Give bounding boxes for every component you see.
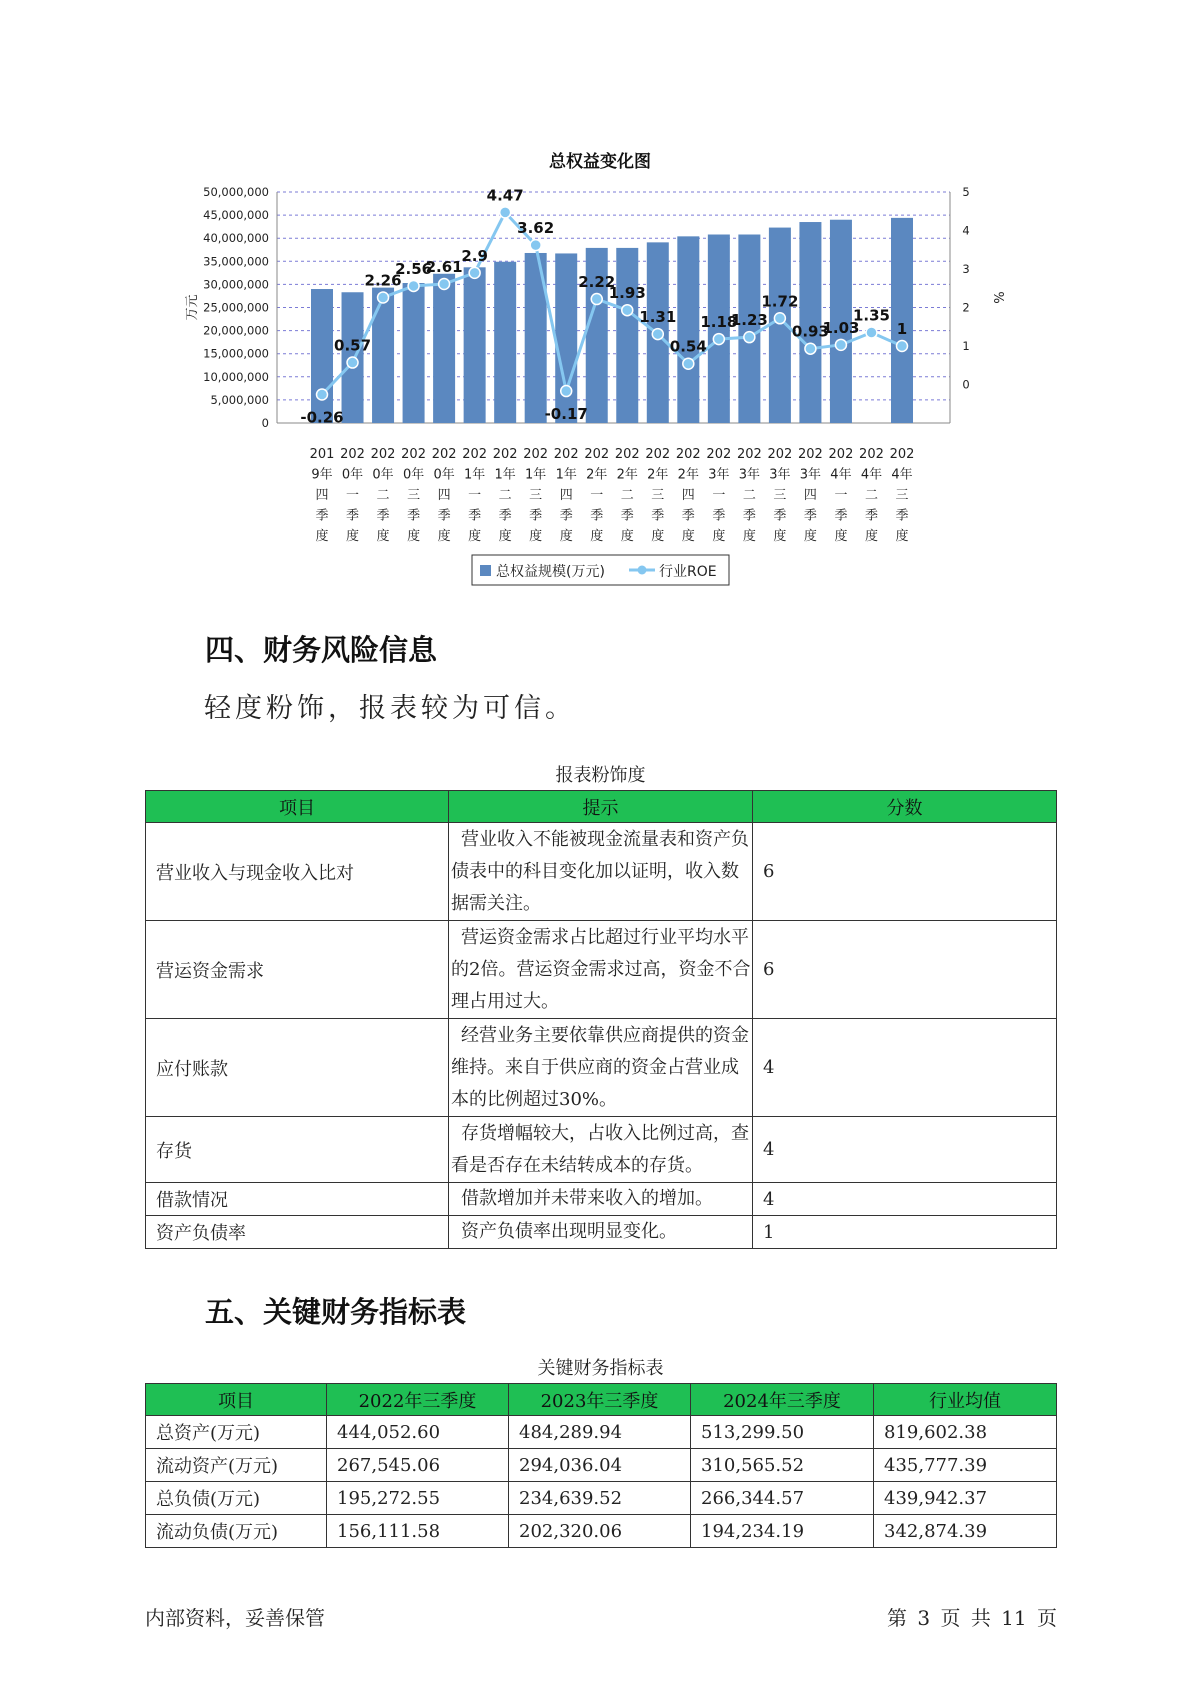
- x-tick-label: 202: [614, 447, 640, 462]
- bar: [555, 253, 577, 423]
- x-tick-label: 202: [370, 447, 396, 462]
- table-row: [146, 1482, 1057, 1515]
- x-tick-label: 202: [736, 447, 762, 462]
- kpi-value: 342,874.39: [874, 1515, 1057, 1548]
- roe-data-label: 1.93: [608, 284, 646, 303]
- y2-tick-label: 4: [962, 223, 970, 238]
- roe-data-label: 2.26: [364, 271, 402, 290]
- x-tick-label: 二: [498, 488, 512, 503]
- x-tick-label: 202: [584, 447, 610, 462]
- kpi-value: 266,344.57: [691, 1482, 874, 1515]
- x-tick-label: 202: [523, 447, 549, 462]
- table-row: [146, 1183, 1057, 1216]
- x-tick-label: 202: [340, 447, 365, 462]
- roe-data-label: -0.17: [544, 405, 588, 424]
- y-tick-label: 15,000,000: [203, 346, 269, 361]
- bar: [433, 274, 455, 423]
- footer-confidential-note: 内部资料，妥善保管: [145, 1606, 325, 1630]
- x-tick-label: 三: [529, 488, 543, 503]
- kpi-value: 267,545.06: [327, 1449, 509, 1482]
- roe-point: [439, 279, 450, 290]
- roe-point: [378, 292, 389, 303]
- table-row: [146, 1449, 1057, 1482]
- x-tick-label: 一: [590, 488, 604, 503]
- roe-point: [591, 294, 602, 305]
- x-tick-label: 202: [431, 447, 457, 462]
- x-tick-label: 季: [590, 508, 604, 524]
- x-tick-label: 度: [773, 529, 787, 544]
- bar: [403, 283, 425, 423]
- roe-point: [469, 267, 480, 278]
- kpi-value: 819,602.38: [874, 1416, 1057, 1449]
- kpi-value: 195,272.55: [327, 1482, 509, 1515]
- roe-point: [835, 339, 846, 350]
- x-tick-label: 202: [462, 447, 488, 462]
- risk-hint: 存货增幅较大，占收入比例过高，查看是否存在未结转成本的存货。: [449, 1117, 753, 1183]
- x-tick-label: 三: [773, 488, 787, 503]
- x-tick-label: 度: [437, 529, 451, 544]
- y-tick-label: 30,000,000: [203, 277, 269, 292]
- roe-point: [408, 280, 419, 291]
- x-tick-label: 季: [773, 508, 787, 524]
- x-tick-label: 二: [864, 488, 878, 503]
- kpi-value: 202,320.06: [509, 1515, 691, 1548]
- y2-tick-label: 0: [962, 377, 970, 392]
- x-tick-label: 度: [742, 529, 756, 544]
- bar: [372, 288, 394, 423]
- roe-data-label: 1.35: [852, 306, 890, 325]
- table-row: [146, 823, 1057, 921]
- roe-point: [713, 334, 724, 345]
- risk-hint: 借款增加并未带来收入的增加。: [449, 1183, 753, 1216]
- roe-data-label: 1.72: [761, 292, 799, 311]
- x-tick-label: 二: [742, 488, 756, 503]
- x-tick-label: 季: [376, 508, 390, 524]
- x-tick-label: 3年: [769, 467, 791, 483]
- x-tick-label: 度: [803, 529, 817, 544]
- header-2023q3: 2023年三季度: [509, 1384, 691, 1416]
- legend-swatch-bar: [480, 565, 491, 576]
- roe-point: [897, 341, 908, 352]
- y2-axis-label: %: [990, 291, 1005, 304]
- x-tick-label: 201: [309, 447, 335, 462]
- risk-hint: 营业收入不能被现金流量表和资产负债表中的科目变化加以证明，收入数据需关注。: [449, 823, 753, 921]
- x-tick-label: 0年: [402, 467, 425, 483]
- footer-page-number: 第 3 页 共 11 页: [887, 1606, 1057, 1630]
- bar: [677, 236, 699, 423]
- kpi-value: 484,289.94: [509, 1416, 691, 1449]
- x-tick-label: 202: [767, 447, 793, 462]
- table-row: [146, 1117, 1057, 1183]
- x-tick-label: 2年: [677, 467, 699, 483]
- roe-data-label: 0.57: [334, 336, 372, 355]
- x-tick-label: 季: [651, 508, 665, 524]
- kpi-table-header-row: [146, 1384, 1057, 1416]
- x-tick-label: 一: [834, 488, 848, 503]
- risk-item: 营业收入与现金收入比对: [146, 823, 449, 921]
- x-tick-label: 202: [859, 447, 884, 462]
- y-tick-label: 10,000,000: [203, 369, 269, 384]
- roe-point: [866, 327, 877, 338]
- roe-point: [683, 358, 694, 369]
- risk-score: 6: [753, 921, 1057, 1019]
- table-row: [146, 921, 1057, 1019]
- y-tick-label: 40,000,000: [203, 231, 269, 246]
- table-row: [146, 1216, 1057, 1249]
- section-4-title: 四、财务风险信息: [205, 633, 438, 667]
- x-tick-label: 季: [895, 508, 909, 524]
- x-tick-label: 季: [712, 508, 726, 524]
- roe-data-label: 2.56: [395, 259, 433, 278]
- x-tick-label: 0年: [433, 467, 455, 483]
- table-row: [146, 1019, 1057, 1117]
- x-tick-label: 度: [315, 529, 329, 544]
- x-tick-label: 度: [407, 529, 421, 544]
- x-tick-label: 二: [376, 488, 390, 503]
- roe-data-label: -0.26: [300, 408, 344, 427]
- x-tick-label: 度: [468, 529, 482, 544]
- roe-data-label: 2.22: [578, 273, 616, 292]
- bar: [494, 262, 516, 423]
- x-tick-label: 0年: [372, 467, 394, 483]
- legend-label-line: 行业ROE: [659, 564, 717, 580]
- bar: [616, 248, 638, 423]
- header-2024q3: 2024年三季度: [691, 1384, 874, 1416]
- bar: [464, 267, 486, 423]
- x-tick-label: 1年: [525, 467, 547, 483]
- x-tick-label: 季: [742, 508, 756, 524]
- roe-data-label: 0.93: [791, 322, 829, 341]
- equity-chart-svg: [0, 0, 1191, 610]
- equity-change-chart: [0, 0, 1191, 610]
- x-tick-label: 季: [315, 508, 329, 524]
- roe-data-label: 1.18: [700, 313, 738, 332]
- x-tick-label: 三: [895, 488, 909, 503]
- risk-item: 应付账款: [146, 1019, 449, 1117]
- x-tick-label: 202: [492, 447, 518, 462]
- y-tick-label: 0: [261, 416, 269, 430]
- x-tick-label: 一: [468, 488, 482, 503]
- x-tick-label: 4年: [860, 467, 883, 483]
- roe-data-label: 1.23: [730, 311, 768, 330]
- y-tick-label: 5,000,000: [210, 392, 269, 407]
- roe-data-label: 2.61: [425, 258, 463, 277]
- x-tick-label: 度: [529, 529, 543, 544]
- kpi-item: 流动资产(万元): [146, 1449, 327, 1482]
- risk-score: 1: [753, 1216, 1057, 1249]
- kpi-value: 294,036.04: [509, 1449, 691, 1482]
- risk-score: 4: [753, 1117, 1057, 1183]
- roe-point: [774, 313, 785, 324]
- bar: [311, 289, 333, 423]
- x-tick-label: 3年: [738, 467, 761, 483]
- x-tick-label: 一: [712, 488, 726, 503]
- x-tick-label: 2年: [647, 467, 669, 483]
- risk-item: 资产负债率: [146, 1216, 449, 1249]
- roe-point: [652, 329, 663, 340]
- x-tick-label: 度: [681, 529, 695, 544]
- x-tick-label: 一: [346, 488, 360, 503]
- y-tick-label: 25,000,000: [203, 300, 269, 315]
- x-tick-label: 4年: [891, 467, 913, 483]
- roe-point: [500, 207, 511, 218]
- roe-data-label: 1.03: [822, 318, 860, 337]
- x-tick-label: 季: [498, 508, 512, 524]
- x-tick-label: 四: [803, 488, 817, 503]
- roe-point: [622, 305, 633, 316]
- kpi-table-caption: 关键财务指标表: [537, 1358, 664, 1379]
- x-tick-label: 202: [401, 447, 426, 462]
- x-tick-label: 三: [407, 488, 421, 503]
- risk-score: 4: [753, 1019, 1057, 1117]
- y-axis-label: 万元: [185, 294, 200, 321]
- risk-score: 4: [753, 1183, 1057, 1216]
- x-tick-label: 度: [712, 529, 726, 544]
- x-tick-label: 四: [315, 488, 329, 503]
- x-tick-label: 度: [895, 529, 909, 544]
- x-tick-label: 度: [864, 529, 878, 544]
- risk-item: 营运资金需求: [146, 921, 449, 1019]
- legend-label-bar: 总权益规模(万元): [496, 564, 605, 580]
- risk-table-header-row: [146, 791, 1057, 823]
- risk-table-caption: 报表粉饰度: [555, 765, 646, 786]
- x-tick-label: 202: [645, 447, 671, 462]
- x-tick-label: 3年: [708, 467, 730, 483]
- header-2022q3: 2022年三季度: [327, 1384, 509, 1416]
- kpi-value: 444,052.60: [327, 1416, 509, 1449]
- x-tick-label: 202: [798, 447, 823, 462]
- x-tick-label: 度: [651, 529, 665, 544]
- roe-data-label: 3.62: [517, 219, 555, 238]
- x-tick-label: 9年: [311, 467, 333, 483]
- header-score: 分数: [753, 791, 1057, 823]
- x-tick-label: 202: [553, 447, 579, 462]
- x-tick-label: 202: [706, 447, 732, 462]
- chart-title: 总权益变化图: [549, 152, 651, 172]
- kpi-table: [145, 1383, 1057, 1548]
- x-tick-label: 四: [559, 488, 573, 503]
- kpi-value: 194,234.19: [691, 1515, 874, 1548]
- table-row: [146, 1515, 1057, 1548]
- x-tick-label: 度: [620, 529, 634, 544]
- x-tick-label: 4年: [830, 467, 852, 483]
- roe-data-label: 0.54: [669, 337, 707, 356]
- roe-data-label: 2.9: [461, 246, 488, 265]
- x-tick-label: 季: [834, 508, 848, 524]
- kpi-value: 435,777.39: [874, 1449, 1057, 1482]
- risk-hint: 资产负债率出现明显变化。: [449, 1216, 753, 1249]
- risk-table: [145, 790, 1057, 1249]
- y2-tick-label: 2: [962, 300, 970, 315]
- x-tick-label: 季: [620, 508, 634, 524]
- kpi-item: 总资产(万元): [146, 1416, 327, 1449]
- y2-tick-label: 1: [962, 339, 970, 353]
- y2-tick-label: 5: [962, 185, 970, 199]
- kpi-value: 513,299.50: [691, 1416, 874, 1449]
- risk-hint: 经营业务主要依靠供应商提供的资金维持。来自于供应商的资金占营业成本的比例超过30%。: [449, 1019, 753, 1117]
- x-tick-label: 度: [559, 529, 573, 544]
- y-tick-label: 50,000,000: [203, 185, 269, 199]
- header-item: 项目: [146, 791, 449, 823]
- x-tick-label: 季: [346, 508, 360, 524]
- kpi-item: 总负债(万元): [146, 1482, 327, 1515]
- x-tick-label: 四: [437, 488, 451, 503]
- roe-data-label: 4.47: [486, 186, 524, 205]
- roe-point: [317, 389, 328, 400]
- x-tick-label: 季: [559, 508, 573, 524]
- roe-point: [805, 343, 816, 354]
- kpi-value: 156,111.58: [327, 1515, 509, 1548]
- kpi-value: 234,639.52: [509, 1482, 691, 1515]
- x-tick-label: 202: [889, 447, 915, 462]
- x-tick-label: 1年: [494, 467, 516, 483]
- kpi-value: 439,942.37: [874, 1482, 1057, 1515]
- x-tick-label: 1年: [463, 467, 486, 483]
- legend-swatch-marker: [638, 566, 647, 575]
- x-tick-label: 季: [437, 508, 451, 524]
- header-item: 项目: [146, 1384, 327, 1416]
- x-tick-label: 2年: [616, 467, 638, 483]
- risk-summary-text: 轻度粉饰，报表较为可信。: [204, 693, 576, 724]
- roe-point: [744, 332, 755, 343]
- risk-score: 6: [753, 823, 1057, 921]
- x-tick-label: 三: [651, 488, 665, 503]
- y-tick-label: 45,000,000: [203, 208, 269, 223]
- header-hint: 提示: [449, 791, 753, 823]
- x-tick-label: 202: [675, 447, 701, 462]
- y2-tick-label: 3: [962, 262, 970, 276]
- y-tick-label: 20,000,000: [203, 323, 269, 338]
- risk-item: 借款情况: [146, 1183, 449, 1216]
- x-tick-label: 季: [864, 508, 878, 524]
- x-tick-label: 度: [498, 529, 512, 544]
- risk-item: 存货: [146, 1117, 449, 1183]
- header-industry-avg: 行业均值: [874, 1384, 1057, 1416]
- x-tick-label: 季: [468, 508, 482, 524]
- roe-data-label: 1: [896, 320, 908, 338]
- roe-data-label: 1.31: [639, 308, 677, 327]
- risk-hint: 营运资金需求占比超过行业平均水平的2倍。营运资金需求过高，资金不合理占用过大。: [449, 921, 753, 1019]
- x-tick-label: 度: [376, 529, 390, 544]
- x-tick-label: 0年: [341, 467, 364, 483]
- x-tick-label: 季: [803, 508, 817, 524]
- kpi-value: 310,565.52: [691, 1449, 874, 1482]
- x-tick-label: 季: [681, 508, 695, 524]
- x-tick-label: 度: [590, 529, 604, 544]
- roe-point: [561, 386, 572, 397]
- x-tick-label: 3年: [799, 467, 822, 483]
- x-tick-label: 二: [620, 488, 634, 503]
- roe-point: [347, 357, 358, 368]
- roe-point: [530, 240, 541, 251]
- x-tick-label: 2年: [586, 467, 608, 483]
- x-tick-label: 季: [529, 508, 543, 524]
- y-tick-label: 35,000,000: [203, 254, 269, 269]
- x-tick-label: 度: [834, 529, 848, 544]
- x-tick-label: 度: [346, 529, 360, 544]
- section-5-title: 五、关键财务指标表: [205, 1295, 467, 1329]
- kpi-item: 流动负债(万元): [146, 1515, 327, 1548]
- x-tick-label: 四: [681, 488, 695, 503]
- table-row: [146, 1416, 1057, 1449]
- x-tick-label: 季: [407, 508, 421, 524]
- x-tick-label: 1年: [555, 467, 577, 483]
- x-tick-label: 202: [828, 447, 854, 462]
